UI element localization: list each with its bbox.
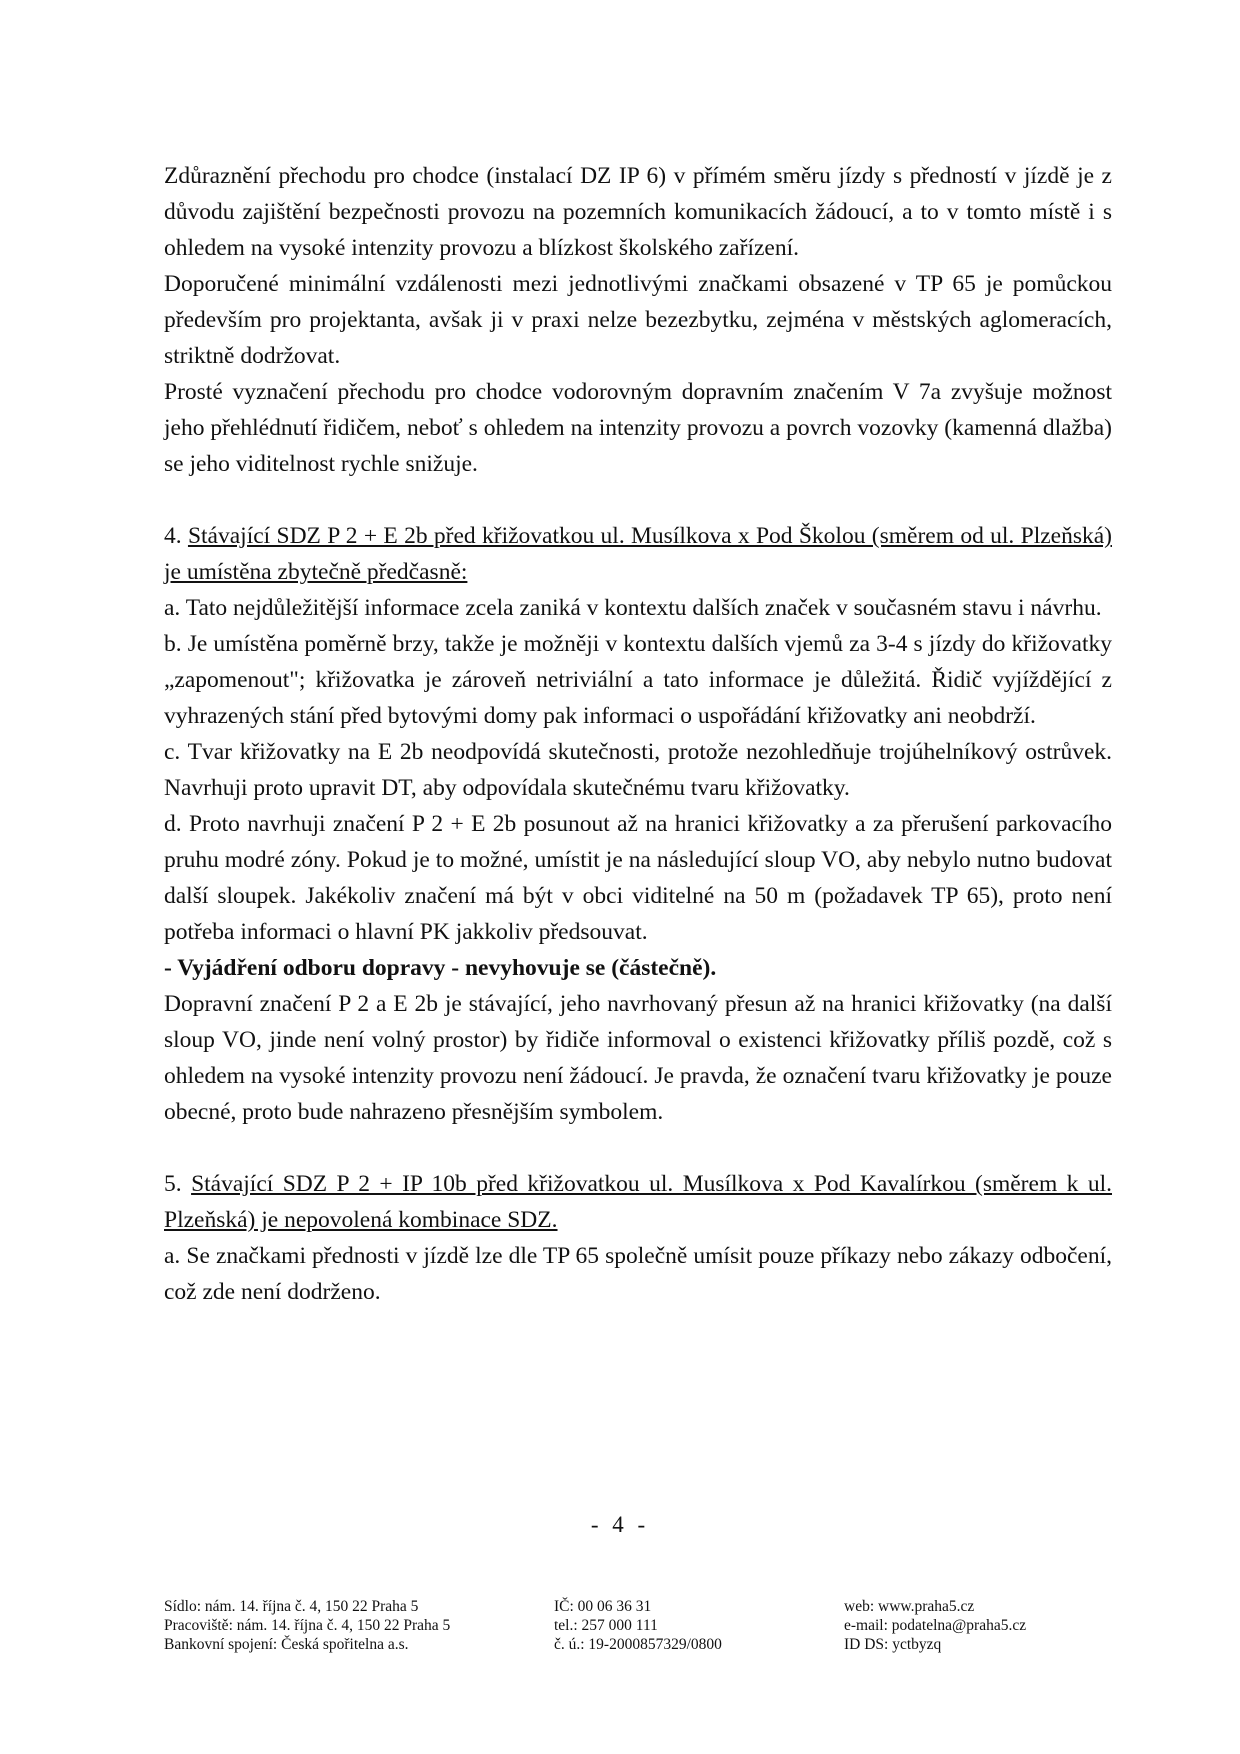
footer-email: e-mail: podatelna@praha5.cz (844, 1617, 1027, 1634)
footer-web: web: www.praha5.cz (844, 1598, 975, 1615)
footer (164, 1597, 1124, 1654)
section-4-item-c: c. Tvar křižovatky na E 2b neodpovídá skutečnosti, protože nezohledňuje trojúhelníkový ostrůvek. Navrhuji proto upravit DT, aby odpovídala skutečnému tvaru křižovatky. (164, 739, 1112, 801)
paragraph-crosswalk-emphasis: Zdůraznění přechodu pro chodce (instalací DZ IP 6) v přímém směru jízdy s předností v jízdě je z důvodu zajištění bezpečnosti provozu na pozemních komunikacích žádoucí, a to v tomto místě i s ohledem na vysoké intenzity provozu a blízkost školského zařízení. (164, 163, 1112, 261)
footer-phone: tel.: 257 000 111 (554, 1617, 658, 1634)
section-4-item-a: a. Tato nejdůležitější informace zcela zaniká v kontextu dalších značek v současném stavu i návrhu. (164, 595, 1102, 621)
footer-contact-column (844, 1597, 1104, 1654)
footer-bank: Bankovní spojení: Česká spořitelna a.s. (164, 1636, 409, 1653)
footer-data-box: ID DS: yctbyzq (844, 1636, 942, 1653)
section-5-item-a: a. Se značkami přednosti v jízdě lze dle TP 65 společně umísit pouze příkazy nebo zákazy odbočení, což zde není dodrženo. (164, 1243, 1112, 1305)
section-4-heading (164, 518, 1112, 590)
footer-ids-column (554, 1597, 844, 1654)
section-4-item-b: b. Je umístěna poměrně brzy, takže je možněji v kontextu dalších vjemů za 3-4 s jízdy do křižovatky „zapomenout"; křižovatka je zároveň netriviální a tato informace je důležitá. Řidič vyjíždějící z vyhrazených stání před bytovými domy pak informaci o uspořádání křižovatky ani neobdrží. (164, 631, 1112, 729)
section-5-number: 5. (164, 1171, 192, 1197)
section-5-heading (164, 1166, 1112, 1238)
section-4-number: 4. (164, 523, 188, 549)
section-5-title: Stávající SDZ P 2 + IP 10b před křižovatkou ul. Musílkova x Pod Kavalírkou (směrem k ul. Plzeňská) je nepovolená kombinace SDZ. (164, 1171, 1112, 1233)
paragraph-sign-distances: Doporučené minimální vzdálenosti mezi jednotlivými značkami obsazené v TP 65 je pomůckou především pro projektanta, avšak ji v praxi nelze bezezbytku, zejména v městských aglomeracích, striktně dodržovat. (164, 271, 1112, 369)
footer-account: č. ú.: 19-2000857329/0800 (554, 1636, 722, 1653)
paragraph-crosswalk-marking: Prosté vyznačení přechodu pro chodce vodorovným dopravním značením V 7a zvyšuje možnost jeho přehlédnutí řidičem, neboť s ohledem na intenzity provozu a povrch vozovky (kamenná dlažba) se jeho viditelnost rychle snižuje. (164, 379, 1112, 477)
section-4-title: Stávající SDZ P 2 + E 2b před křižovatkou ul. Musílkova x Pod Školou (směrem od ul. Plzeňská) je umístěna zbytečně předčasně: (164, 523, 1112, 585)
section-4-response: Dopravní značení P 2 a E 2b je stávající, jeho navrhovaný přesun až na hranici křižovatky (na další sloup VO, jinde není volný prostor) by řidiče informoval o existenci křižovatky příliš pozdě, což s ohledem na vysoké intenzity provozu není žádoucí. Je pravda, že označení tvaru křižovatky je pouze obecné, proto bude nahrazeno přesnějším symbolem. (164, 991, 1112, 1125)
section-4-item-d: d. Proto navrhuji značení P 2 + E 2b posunout až na hranici křižovatky a za přerušení parkovacího pruhu modré zóny. Pokud je to možné, umístit je na následující sloup VO, aby nebylo nutno budovat další sloupek. Jakékoliv značení má být v obci viditelné na 50 m (požadavek TP 65), proto není potřeba informaci o hlavní PK jakkoliv předsouvat. (164, 811, 1112, 945)
footer-address-column (164, 1597, 554, 1654)
footer-workplace: Pracoviště: nám. 14. října č. 4, 150 22 Praha 5 (164, 1617, 451, 1634)
page-number: - 4 - (590, 1512, 650, 1537)
footer-seat: Sídlo: nám. 14. října č. 4, 150 22 Praha 5 (164, 1598, 419, 1615)
footer-ico: IČ: 00 06 36 31 (554, 1598, 652, 1615)
section-4-statement: - Vyjádření odboru dopravy - nevyhovuje se (částečně). (164, 955, 717, 981)
document-body (164, 158, 1112, 1310)
